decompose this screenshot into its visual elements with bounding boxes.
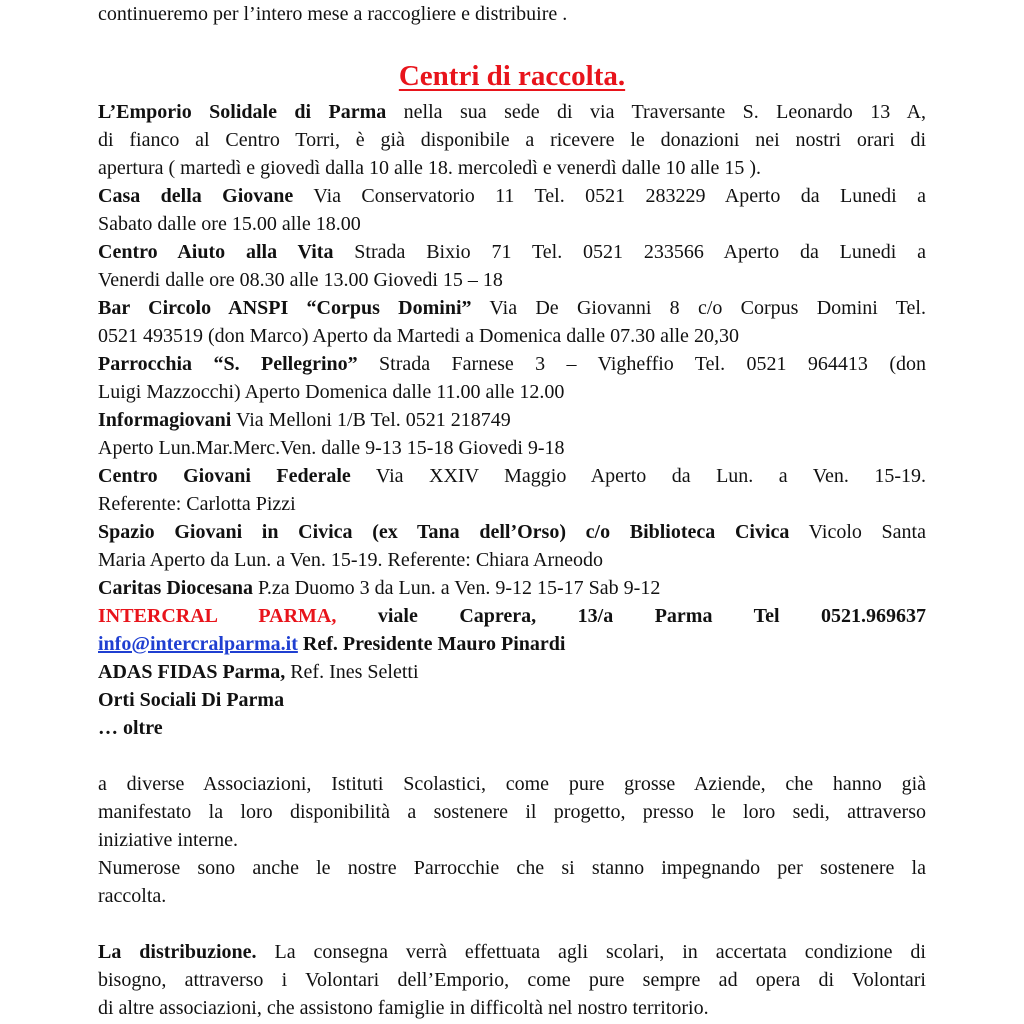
center-name: Bar Circolo ANSPI “Corpus Domini”: [98, 297, 472, 319]
caritas-name: Caritas Diocesana: [98, 577, 253, 599]
emporio-line-2: di fianco al Centro Torri, è già disponibile a ricevere le donazioni nei nostri orari di: [98, 129, 926, 151]
distribuzione-line-1: [98, 938, 926, 966]
paragraph-line-1: a diverse Associazioni, Istituti Scolastici, come pure grosse Aziende, che hanno già: [98, 773, 926, 795]
oltre-line: … oltre: [98, 717, 163, 739]
center-line: [98, 350, 926, 378]
center-name: Parrocchia “S. Pellegrino”: [98, 353, 358, 375]
center-text: Strada Farnese 3 – Vigheffio Tel. 0521 964413 (don: [357, 353, 926, 375]
center-line-2: Aperto Lun.Mar.Merc.Ven. dalle 9-13 15-18 Giovedi 9-18: [98, 437, 565, 459]
distribuzione-heading: La distribuzione.: [98, 941, 257, 963]
adas-ref: Ref. Ines Seletti: [285, 661, 419, 683]
paragraph-line-5: raccolta.: [98, 885, 167, 907]
distribuzione-text-1: La consegna verrà effettuata agli scolari, in accertata condizione di: [256, 941, 926, 963]
center-line: [98, 182, 926, 210]
center-line: [98, 238, 926, 266]
caritas-text: P.za Duomo 3 da Lun. a Ven. 9-12 15-17 Sab 9-12: [252, 577, 661, 599]
emporio-line-3: apertura ( martedì e giovedì dalla 10 alle 18. mercoledì e venerdì dalle 10 alle 15 ).: [98, 157, 762, 179]
center-name: Centro Giovani Federale: [98, 465, 351, 487]
center-name: Casa della Giovane: [98, 185, 294, 207]
adas-line: [98, 658, 926, 686]
center-line-2: Maria Aperto da Lun. a Ven. 15-19. Referente: Chiara Arneodo: [98, 549, 604, 571]
center-name: Spazio Giovani in Civica (ex Tana dell’Orso) c/o Biblioteca Civica: [98, 521, 790, 543]
center-line: [98, 462, 926, 490]
intercral-email-link[interactable]: info@intercralparma.it: [98, 633, 298, 655]
paragraph-line-2: manifestato la loro disponibilità a sostenere il progetto, presso le loro sedi, attraverso: [98, 801, 926, 823]
paragraph-line-3: iniziative interne.: [98, 829, 238, 851]
section-title: Centri di raccolta.: [398, 60, 626, 92]
adas-name: ADAS FIDAS Parma,: [98, 661, 286, 683]
intercral-line-2: [98, 630, 926, 658]
intercral-ref: Ref. Presidente Mauro Pinardi: [297, 633, 566, 655]
center-text: Via De Giovanni 8 c/o Corpus Domini Tel.: [471, 297, 926, 319]
orti-line: Orti Sociali Di Parma: [98, 689, 285, 711]
center-line-2: Referente: Carlotta Pizzi: [98, 493, 296, 515]
center-line: [98, 294, 926, 322]
intercral-line: [98, 602, 926, 630]
distribuzione-line-2: bisogno, attraverso i Volontari dell’Emporio, come pure sempre ad opera di Volontari: [98, 969, 926, 991]
paragraph-line-4: Numerose sono anche le nostre Parrocchie che si stanno impegnando per sostenere la: [98, 857, 926, 879]
center-line-2: Venerdi dalle ore 08.30 alle 13.00 Giovedi 15 – 18: [98, 269, 503, 291]
center-line: [98, 406, 926, 434]
emporio-text-1: nella sua sede di via Traversante S. Leonardo 13 A,: [386, 101, 927, 123]
intercral-name: INTERCRAL PARMA,: [98, 605, 337, 627]
center-line-2: Sabato dalle ore 15.00 alle 18.00: [98, 213, 361, 235]
center-text: Via Conservatorio 11 Tel. 0521 283229 Aperto da Lunedi a: [293, 185, 926, 207]
center-line: [98, 518, 926, 546]
distribuzione-line-3: di altre associazioni, che assistono famiglie in difficoltà nel nostro territorio.: [98, 997, 709, 1019]
caritas-line: [98, 574, 926, 602]
intercral-address: viale Caprera, 13/a Parma Tel 0521.969637: [336, 605, 927, 627]
center-name: Centro Aiuto alla Vita: [98, 241, 334, 263]
center-text: Strada Bixio 71 Tel. 0521 233566 Aperto da Lunedi a: [333, 241, 926, 263]
center-text: Via XXIV Maggio Aperto da Lun. a Ven. 15-19.: [350, 465, 926, 487]
center-text: Vicolo Santa: [789, 521, 926, 543]
center-text: Via Melloni 1/B Tel. 0521 218749: [231, 409, 511, 431]
center-line-2: 0521 493519 (don Marco) Aperto da Martedi a Domenica dalle 07.30 alle 20,30: [98, 325, 739, 347]
emporio-line-1: [98, 98, 926, 126]
emporio-name: L’Emporio Solidale di Parma: [98, 101, 387, 123]
center-line-2: Luigi Mazzocchi) Aperto Domenica dalle 11.00 alle 12.00: [98, 381, 565, 403]
center-name: Informagiovani: [98, 409, 232, 431]
intro-tail: continueremo per l’intero mese a raccogliere e distribuire .: [98, 3, 568, 25]
